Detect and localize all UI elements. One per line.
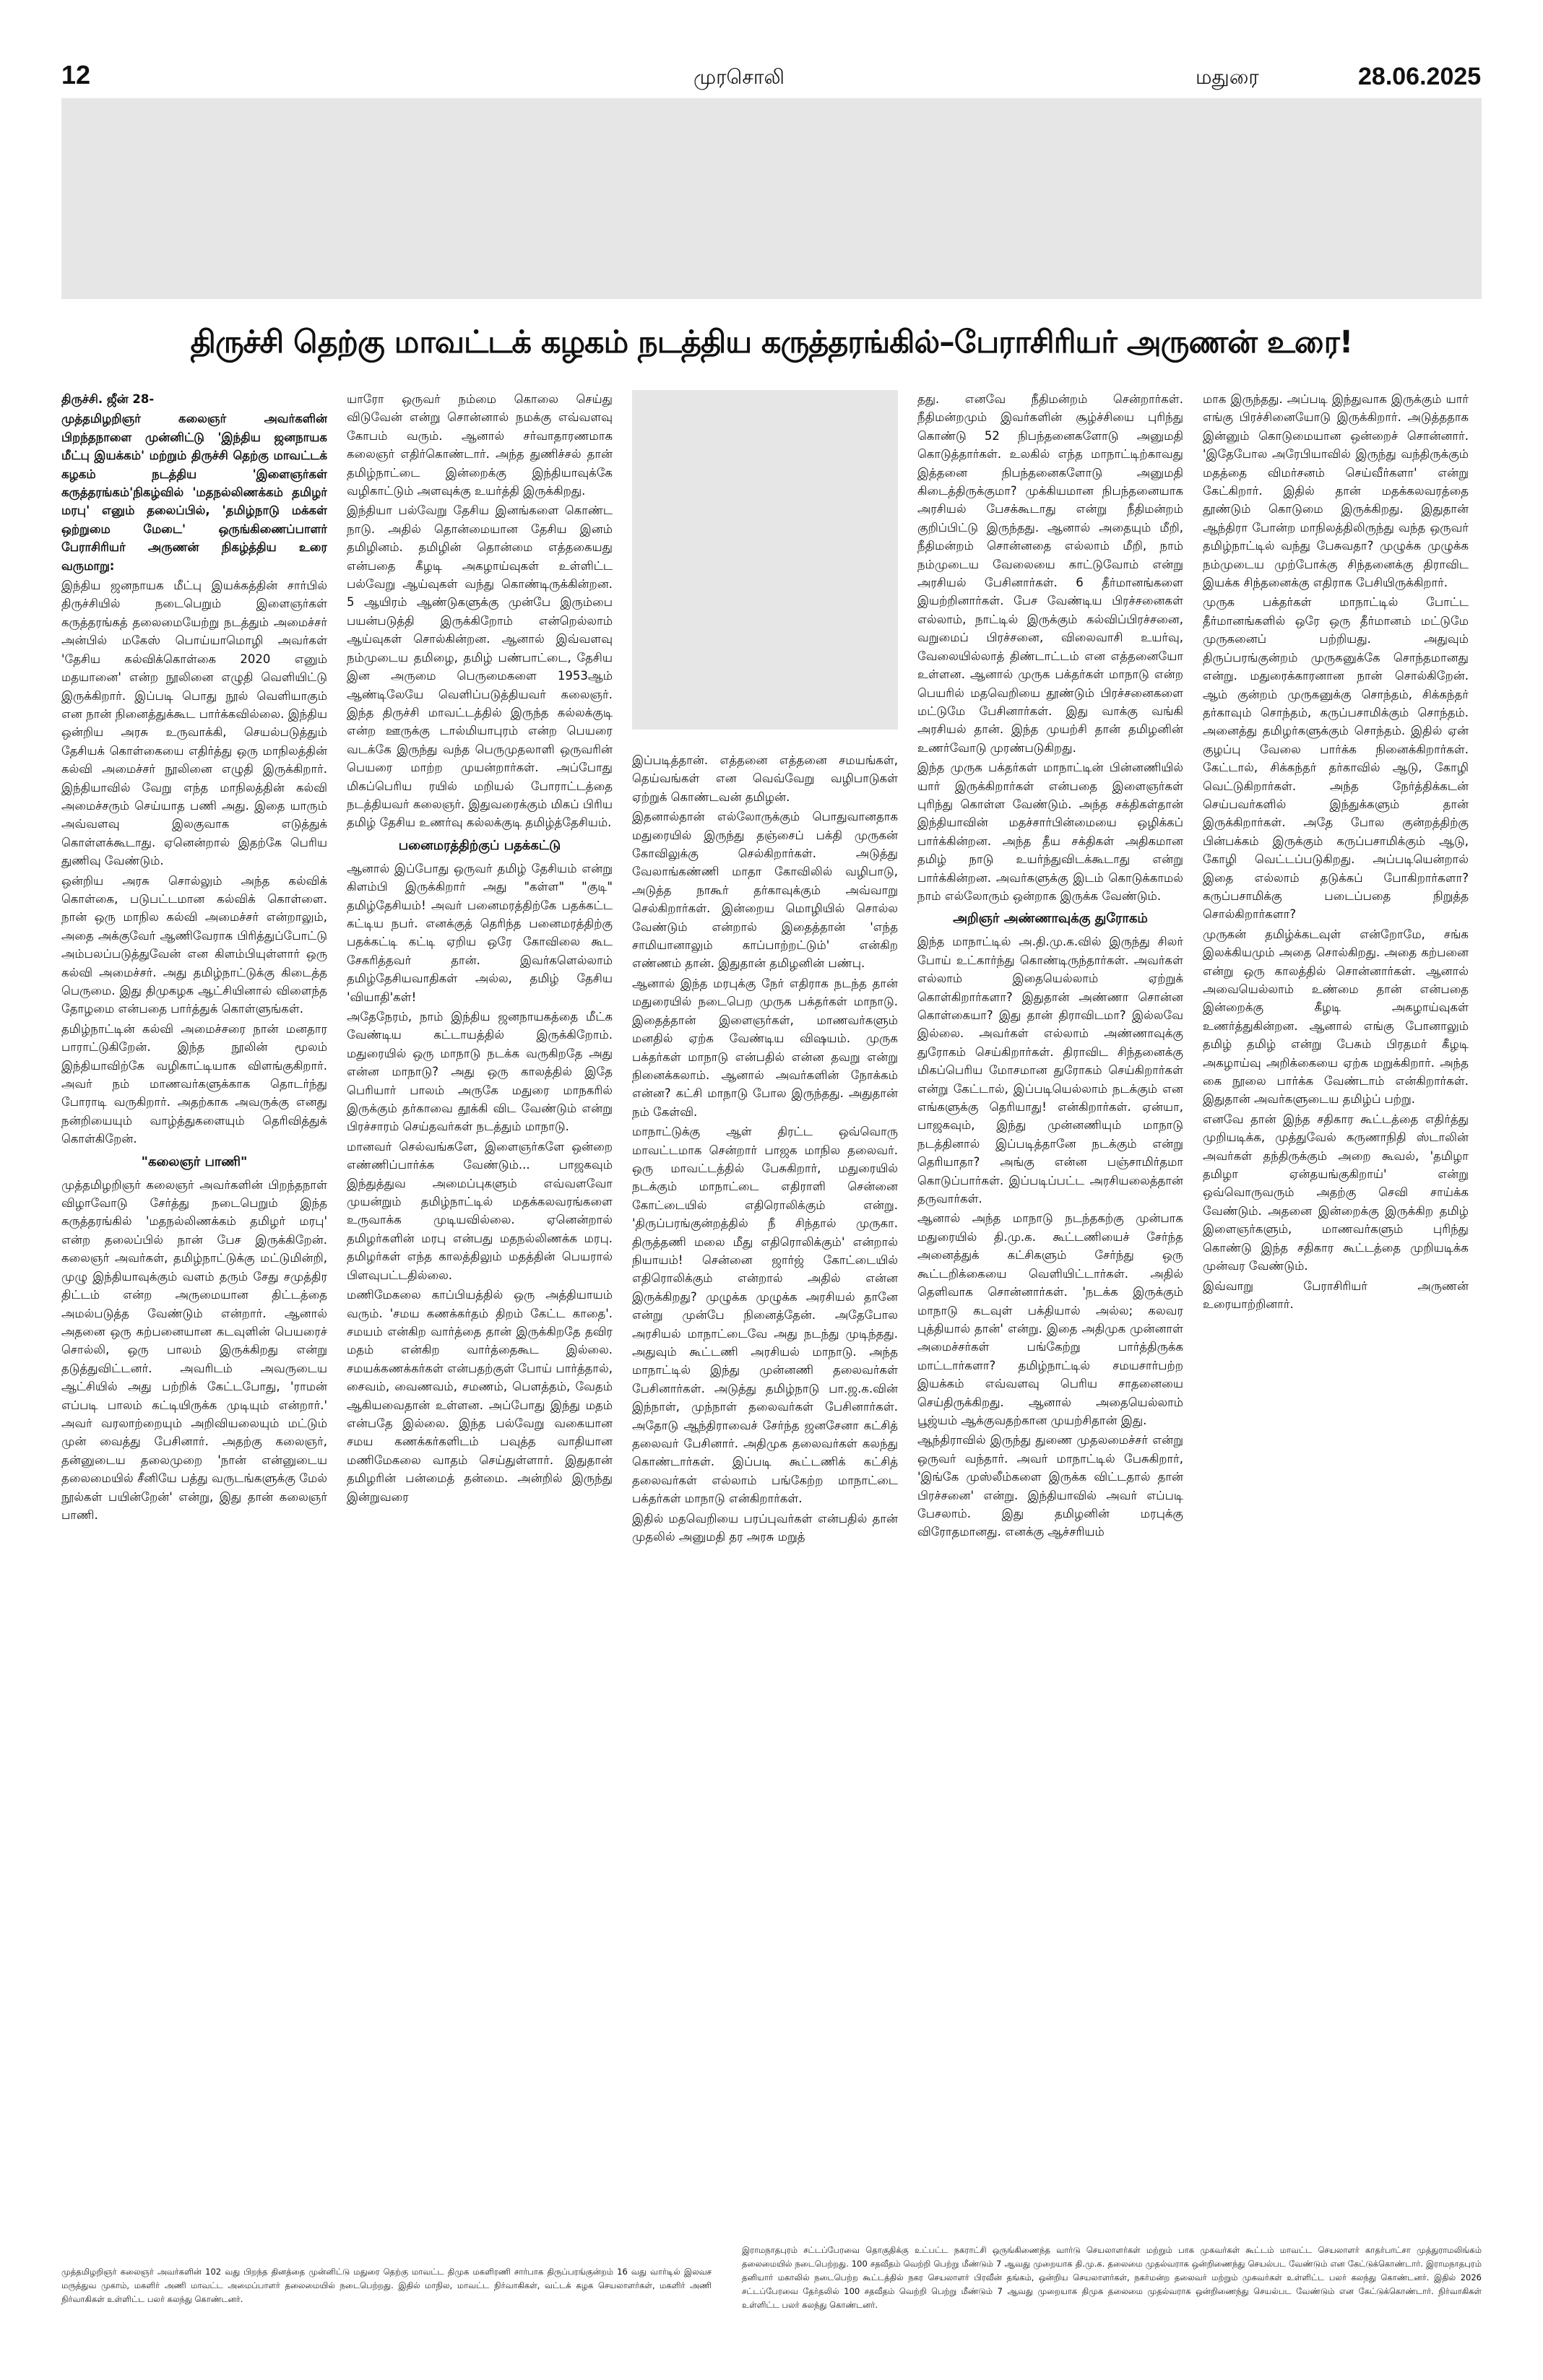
paragraph: இதில் மதவெறியை பரப்புவர்கள் என்பதில் தான் முதலில் அனுமதி தர அரசு மறுத் xyxy=(632,1511,898,1544)
article-column-3 xyxy=(632,751,898,2225)
paragraph: ஒன்றிய அரசு சொல்லும் அந்த கல்விக் கொள்கை, படுபட்டமான கல்விக் கொள்ளை. நான் ஒரு மாநில கல்வி அமைச்சர் என்றாலும், அதை அக்குவேர் ஆணிவேராக பிரித்துப்போட்டு அம்பலப்படுத்துவேன் என கிளம்பியுள்ளார் ஒரு கல்வி அமைச்சர். அது தமிழ்நாட்டுக்கு கிடைத்த பெருமை. இது திமுகழக ஆட்சியினால் விளைந்த தோழமை என்பதை பார்த்துக் கொள்ளுங்கள். xyxy=(61,873,327,1016)
paragraph: மானவர் செல்வங்களே, இளைஞர்களே ஒன்றை எண்ணிப்பார்க்க வேண்டும்... பாஜகவும் இந்துத்துவ அமைப்புகளும் எவ்வளவோ முயன்றும் தமிழ்நாட்டில் மதக்கலவரங்களை உருவாக்க முடியவில்லை. ஏனென்றால் தமிழர்களின் மரபு என்பது மதநல்லிணக்க மரபு. தமிழர்கள் எந்த காலத்திலும் மதத்தின் பெயரால் பிளவுபட்டதில்லை. xyxy=(347,1139,613,1282)
lead-paragraph: முத்தமிழறிஞர் கலைஞர் அவர்களின் பிறந்தநாளை முன்னிட்டு 'இந்திய ஜனநாயக மீட்பு இயக்கம்' மற்றும் திருச்சி தெற்கு மாவட்டக் கழகம் நடத்திய 'இளைஞர்கள் கருத்தரங்கம்'நிகழ்வில் 'மதநல்லிணக்கம் தமிழர் மரபு' எனும் தலைப்பில், 'தமிழ்நாடு மக்கள் ஒற்றுமை மேடை' ஒருங்கிணைப்பாளர் பேராசிரியர் அருணன் நிகழ்த்திய உரை வருமாறு: xyxy=(61,412,327,573)
paragraph: மாக இருந்தது. அப்படி இந்துவாக இருக்கும் யார் எங்கு பிரச்சினையோடு இருக்கிறார். அடுத்ததாக இன்னும் கொடுமையான ஒன்றைச் சொன்னார். 'இதேபோல அரேபியாவில் இருந்து வந்திருக்கும் மதத்தை விமர்சனம் செய்வீர்களா' என்று கேட்கிறார். இதில் தான் மதக்கலவரத்தை தூண்டும் கொடுமை இருக்கிறது. இதுதான் ஆந்திரா போன்ற மாநிலத்திலிருந்து வந்த ஒருவர் தமிழ்நாட்டில் வந்து பேசுவதா? முழுக்க முழுக்க நம்முடைய முற்போக்கு சிந்தனைக்கு திராவிட இயக்க சிந்தனைக்கு எதிராக பேசியிருக்கிறார். xyxy=(1203,392,1469,590)
paragraph: ஆந்திராவில் இருந்து துணை முதலமைச்சர் என்று ஒருவர் வந்தார். அவர் மாநாட்டில் பேசுகிறார், 'இங்கே முஸ்லீம்களை இருக்க விட்டதால் தான் பிரச்சனை' என்று. இந்தியாவில் அவர் எப்படி பேசலாம். இது தமிழனின் மரபுக்கு விரோதமானது. எனக்கு ஆச்சரியம் xyxy=(917,1433,1183,1539)
paragraph: ஆனால் அந்த மாநாடு நடந்தகற்கு முன்பாக மதுரையில் தி.மு.க. கூட்டணியைச் சேர்ந்த அனைத்துக் கட்சிகளும் சேர்ந்து ஒரு கூட்டறிக்கையை வெளியிட்டார்கள். அதில் தெளிவாக சொன்னார்கள். 'நடக்க இருக்கும் மாநாடு கடவுள் பக்தியால் அல்ல; கலவர புத்தியால் தான்' என்று. இதை அதிமுக முன்னாள் அமைச்சர்கள் பங்கேற்று பார்த்திருக்க மாட்டார்களா? தமிழ்நாட்டில் சமயசார்பற்ற இயக்கம் எவ்வளவு பெரிய சாதனையை செய்திருக்கிறது. ஆனால் அதையெல்லாம் பூஜ்யம் ஆக்குவதற்கான முயற்சிதான் இது. xyxy=(917,1211,1183,1427)
paragraph: எனவே தான் இந்த சதிகார கூட்டத்தை எதிர்த்து முறியடிக்க, முத்துவேல் கருணாநிதி ஸ்டாலின் அவர்கள் தந்திருக்கும் அறை கூவல், 'தமிழா தமிழா ஏன்தயங்குகிறாய்' என்று ஒவ்வொருவரும் அதற்கு செவி சாய்க்க வேண்டும். அதனை இன்றைக்கு இருக்கிற தமிழ் இளைஞர்களும், மாணவர்களும் புரிந்து கொண்டு இந்த சதிகார கூட்டத்தை முறியடிக்க முன்வர வேண்டும். xyxy=(1203,1112,1469,1273)
subheading: "கலைஞர் பாணி" xyxy=(141,1154,248,1169)
paragraph: இதனால்தான் எல்லோருக்கும் பொதுவானதாக மதுரையில் இருந்து தஞ்சைப் பக்தி முருகன் கோவிலுக்கு செல்கிறார்கள். அடுத்து வேலாங்கண்ணி மாதா கோவிலில் வழிபாடு, அடுத்த நாகூர் தர்காவுக்கும் அவ்வாறு செல்கிறார்கள். இன்றைய மொழியில் சொல்ல வேண்டும் என்றால் இதைத்தான் 'எந்த சாமியானாலும் காப்பாற்றட்டும்' என்கிற எண்ணம் தான். இதுதான் தமிழனின் பண்பு. xyxy=(632,810,898,971)
page-header xyxy=(0,0,1543,94)
paragraph: தது. எனவே நீதிமன்றம் சென்றார்கள். நீதிமன்றமும் இவர்களின் சூழ்ச்சியை புரிந்து கொண்டு 52 நிபந்தனைகளோடு அனுமதி கொடுத்தார்கள். உலகில் எந்த மாநாட்டிற்காவது இத்தனை நிபந்தனைகளோடு அனுமதி கிடைத்திருக்குமா? முக்கியமான நிபந்தனையாக அரசியல் பேசக்கூடாது என்று நீதிமன்றம் குறிப்பிட்டு இருந்தது. ஆனால் அதையும் மீறி, நீதிமன்றம் சொன்னதை எல்லாம் மீறி, நாம் நம்முடைய வேலையை காட்டுவோம் என்று அரசியல் பேசினார்கள். 6 தீர்மானங்களை இயற்றினார்கள். பேச வேண்டிய பிரச்சனைகள் எல்லாம், நாட்டில் இருக்கும் கல்விப்பிரச்சனை, வறுமைப் பிரச்சனை, விலைவாசி உயர்வு, வேலையில்லாத் திண்டாட்டம் என எத்தனையோ உள்ளன. ஆனால் முருக பக்தர்கள் மாநாடு என்ற பெயரில் மதவெறியை தூண்டும் பிரச்சனைகளை மட்டுமே பேசினார்கள். இது வாக்கு வங்கி அரசியல் தான். இந்த முயற்சி தான் தமிழனின் உணர்வோடு முரண்படுகிறது. xyxy=(917,392,1183,755)
top-photo-area xyxy=(61,98,1482,299)
paragraph: இந்திய ஜனநாயக மீட்பு இயக்கத்தின் சார்பில் திருச்சியில் நடைபெறும் இளைஞர்கள் கருத்தரங்கத் தலைமையேற்று நடத்தும் அமைச்சர் அன்பில் மகேஸ் பொய்யாமொழி அவர்கள் 'தேசிய கல்விக்கொள்கை 2020 எனும் மதயானை' என்ற நூலினை எழுதி வெளியிட்டு இருக்கிறார். இப்படி பொது நூல் வெளியாகும் என நான் நினைத்துக்கூட பார்க்கவில்லை. இந்திய ஒன்றிய அரசு உருவாக்கி, செயல்படுத்தும் தேசியக் கொள்கையை எதிர்த்து ஒரு மாநிலத்தின் கல்வி அமைச்சர் நூலினை எழுதி இருக்கிறார். இந்தியாவில் வேறு எந்த மாநிலத்தின் கல்வி அமைச்சரும் செய்யாத பணி அது. இதை யாரும் அவ்வளவு இலகுவாக எடுத்துக் கொள்ளக்கூடாது. ஏனென்றால் இதற்கே பெரிய துணிவு வேண்டும். xyxy=(61,579,327,868)
paragraph: முருக பக்தர்கள் மாநாட்டில் போட்ட தீர்மானங்களில் ஒரே ஒரு தீர்மானம் மட்டுமே முருகனைப் பற்றியது. அதுவும் திருப்பரங்குன்றம் முருகனுக்கே சொந்தமானது என்று. மதுரைக்காரனான நான் சொல்கிறேன். ஆம் குன்றம் முருகனுக்கு சொந்தம், சிக்கந்தர் தர்காவும் சொந்தம், கருப்பசாமிக்கும் சொந்தம். அனைத்து தமிழர்களுக்கும் சொந்தம். இதில் ஏன் குழப்பு வேலை பார்க்க நினைக்கிறார்கள். கேட்டால், சிக்கந்தர் தர்காவில் ஆடு, கோழி வெட்டுகிறார்கள். அந்த நேர்த்திக்கடன் செய்பவர்களில் இந்துக்களும் தான் இருக்கிறார்கள். அதே போல குன்றத்திற்கு பின்பக்கம் இருக்கும் கருப்பசாமிக்கும் ஆடு, கோழி வெட்டப்படுகிறது. அப்படியென்றால் இதை எல்லாம் தடுக்கப் போகிறார்களா? கருப்பசாமிக்கு படைப்பதை நிறுத்த சொல்கிறார்களா? xyxy=(1203,595,1469,922)
paragraph: யாரோ ஒருவர் நம்மை கொலை செய்து விடுவேன் என்று சொன்னால் நமக்கு எவ்வளவு கோபம் வரும். ஆனால் சர்வாதாரணமாக கலைஞர் எதிர்கொண்டார். அந்த துணிச்சல் தான் தமிழ்நாட்டை இன்றைக்கு இந்தியாவுக்கே வழிகாட்டும் அளவுக்கு உயர்த்தி இருக்கிறது. xyxy=(347,392,613,498)
paragraph: ஆனால் இந்த மரபுக்கு நேர் எதிராக நடந்த தான் மதுரையில் நடைபெற முருக பக்தர்கள் மாநாடு. இதைத்தான் இளைஞர்கள், மாணவர்களும் மனதில் ஏற்க வேண்டிய விஷயம். முருக பக்தர்கள் மாநாடு என்பதில் என்ன தவறு என்று நினைக்கலாம். ஆனால் அவர்களின் நோக்கம் என்ன? கட்சி மாநாடு போல இருந்தது. அதுதான் நம் கேள்வி. xyxy=(632,976,898,1119)
article-column-5 xyxy=(1203,390,1469,2225)
edition-city: மதுரை xyxy=(1196,65,1259,89)
paragraph: இவ்வாறு பேராசிரியர் அருணன் உரையாற்றினார். xyxy=(1203,1278,1469,1311)
masthead: முரசொலி xyxy=(693,65,785,89)
paragraph: இந்த மாநாட்டில் அ.தி.மு.க.வில் இருந்து சிலர் போய் உட்கார்ந்து கொண்டிருந்தார்கள். அவர்கள் எல்லாம் இதையெல்லாம் ஏற்றுக் கொள்கிறார்களா? இதுதான் அண்ணா சொன்ன கொள்கையா? இது தான் திராவிடமா? இல்லவே இல்லை. அவர்கள் எல்லாம் அண்ணாவுக்கு துரோகம் செய்கிறார்கள். திராவிட சிந்தனைக்கு மிகப்பெரிய மோசமான துரோகம் செய்கிறார்கள் என்று கேட்டால், இப்படியெல்லாம் நடக்கும் என எங்களுக்கு தெரியாது! என்கிறார்கள். ஏன்யா, பாஜகவும், இந்து முன்னணியும் மாநாடு நடத்தினால் இப்படித்தானே நடக்கும் என்று தெரியாதா? அங்கு என்ன பஞ்சாமிர்தமா கொடுப்பார்கள். இப்படிப்பட்ட அரசியலைத்தான் தருவார்கள். xyxy=(917,935,1183,1206)
article-column-2 xyxy=(347,390,613,2225)
paragraph: இந்தியா பல்வேறு தேசிய இனங்களை கொண்ட நாடு. அதில் தொன்மையான தேசிய இனம் தமிழினம். தமிழின் தொன்மை எத்தகையது என்பதை கீழடி அகழாய்வுகள் உள்ளிட்ட பல்வேறு ஆய்வுகள் வந்து கொண்டிருக்கின்றன. 5 ஆயிரம் ஆண்டுகளுக்கு முன்பே இரும்பை பயன்படுத்தி இருக்கிறோம் என்றெல்லாம் ஆய்வுகள் சொல்கின்றன. ஆனால் இவ்வளவு நம்முடைய தமிழை, தமிழ் பண்பாட்டை, தேசிய இன அருமை பெருமைகளை 1953ஆம் ஆண்டிலேயே வெளிப்படுத்தியவர் கலைஞர். இந்த திருச்சி மாவட்டத்தில் இருந்த கல்லக்குடி என்ற ஊருக்கு டால்மியாபுரம் என்ற பெயரை வடக்கே இருந்து வந்த பெருமுதலாளி ஒருவரின் பெயரை மாற்ற முயன்றார்கள். அப்போது மிகப்பெரிய ரயில் மறியல் போராட்டத்தை நடத்தியவர் கலைஞர். இதுவரைக்கும் மிகப் பிரிய தமிழ் தேசிய உணர்வு கல்லக்குடி தமிழ்த்தேசியம். xyxy=(347,503,613,830)
article-column-1 xyxy=(61,390,327,2225)
photo-caption-left: முத்தமிழறிஞர் கலைஞர் அவர்களின் 102 வது பிறந்த தினத்தை முன்னிட்டு மதுரை தெற்கு மாவட்ட திமுக மகளிரணி சார்பாக திருப்பரங்குன்றம் 16 வது வார்டில் இலவச மருத்துவ முகாம், மகளிர் அணி மாவட்ட அமைப்பாளர் தலைமையில் நடைபெற்றது. இதில் மாநில, மாவட்ட நிர்வாகிகள், வட்டக் கழக செயலாளர்கள், மகளிர் அணி நிர்வாகிகள் உள்ளிட்ட பலர் கலந்து கொண்டனர். xyxy=(61,2267,712,2304)
subheading: அறிஞர் அண்ணாவுக்கு துரோகம் xyxy=(953,911,1148,927)
paragraph: அதேநேரம், நாம் இந்திய ஜனநாயகத்தை மீட்க வேண்டிய கட்டாயத்தில் இருக்கிறோம். மதுரையில் ஒரு மாநாடு நடக்க வருகிறதே அது என்ன மாநாடு? அது ஒரு காலத்தில் இதே பெரியார் பாலம் அருகே மதுரை மாநகரில் இருக்கும் தர்காவை தூக்கி விட வேண்டும் என்று பிரச்சாரம் செய்தவர்கள் நடத்தும் மாநாடு. xyxy=(347,1010,613,1134)
paragraph: தமிழ்நாட்டின் கல்வி அமைச்சரை நான் மனதார பாராட்டுகிறேன். இந்த நூலின் மூலம் இந்தியாவிற்கே வழிகாட்டியாக விளங்குகிறார். அவர் நம் மாணவர்களுக்காக தொடர்ந்து போராடி வருகிறார். அதற்காக அவருக்கு எனது நன்றியையும் வாழ்த்துகளையும் தெரிவித்துக் கொள்கிறேன். xyxy=(61,1021,327,1146)
page-number: 12 xyxy=(61,60,91,90)
paragraph: மணிமேகலை காப்பியத்தில் ஒரு அத்தியாயம் வரும். 'சமய கணக்கர்தம் திறம் கேட்ட காதை'. சமயம் என்கிற வார்த்தை தான் இருக்கிறதே தவிர மதம் என்கிற வார்த்தைகூட இல்லை. சமயக்கணக்கர்கள் என்பதற்குள் போய் பார்த்தால், சைவம், வைணவம், சமணம், பௌத்தம், வேதம் ஆகியவைதான் உள்ளன. அப்போது இந்து மதம் என்பதே இல்லை. இந்த பல்வேறு வகையான சமய கணக்கர்களிடம் பவுத்த வாதியான மணிமேகலை வாதம் செய்துள்ளார். இதுதான் தமிழரின் பன்மைத் தன்மை. அன்றில் இருந்து இன்றுவரை xyxy=(347,1288,613,1504)
photo-caption-right: இராமநாதபுரம் சட்டப்பேரவை தொகுதிக்கு உட்பட்ட நகராட்சி ஒருங்கிணைந்த வார்டு செயலாளர்கள் மற்றும் பாக முகவர்கள் கூட்டம் மாவட்ட செயலாளர் காதர்பாட்சா முத்துராமலிங்கம் தலைமையில் நடைபெற்றது. 100 சதவீதம் வெற்றி பெற்று மீண்டும் 7 ஆவது முறையாக தி.மு.க. தலைமை முதல்வராக ஒன்றிணைந்து செயல்பட வேண்டும் என கேட்டுக்கொண்டார். இராமநாதபுரம் தனியார் மகாலில் நடைபெற்ற கூட்டத்தில் நகர செயலாளர் பிரவீன் தங்கம், ஒன்றிய செயலாளர்கள், நகர்மன்ற தலைவர் மற்றும் முகவர்கள் உள்ளிட்ட பலர் கலந்து கொண்டனர். இதில் 2026 சட்டப்பேரவை தேர்தலில் 100 சதவீதம் வெற்றி பெற்று மீண்டும் 7 ஆவது முறையாக திமுக தலைமை முதல்வராக ஒன்றிணைந்து செயல்பட வேண்டும் என கேட்டுக்கொண்டார். நிர்வாகிகள் உள்ளிட்ட பலர் கலந்து கொண்டனர். xyxy=(742,2245,1482,2310)
paragraph: ஆனால் இப்போது ஒருவர் தமிழ் தேசியம் என்று கிளம்பி இருக்கிறார் அது "கள்ள" "குடி" தமிழ்தேசியம்! அவர் பனைமரத்திற்கே பதக்கட்ட கட்டிய நபர். எனக்குத் தெரிந்த பனைமரத்திற்கு பதக்கட்டி கட்டி ஏறிய ஒரே கோவிலை கூட சேகரித்தவர் தான். இவர்களெல்லாம் தமிழ்தேசியவாதிகள் அல்ல, தமிழ் தேசிய 'வியாதி'கள்! xyxy=(347,861,613,1004)
paragraph: இந்த முருக பக்தர்கள் மாநாட்டின் பின்னணியில் யார் இருக்கிறார்கள் என்பதை இளைஞர்கள் புரிந்து கொள்ள வேண்டும். அந்த சக்திகள்தான் இந்தியாவின் மதச்சார்பின்மையை ஒழிக்கப் பார்க்கின்றன. அந்த தீய சக்திகள் அதிகமான தமிழ் நாடு உயர்ந்துவிடக்கூடாது என்று பார்க்கின்றன. அவர்களுக்கு இடம் கொடுக்காமல் நாம் எல்லோரும் ஒன்றாக இருக்க வேண்டும். xyxy=(917,761,1183,903)
mid-photo-area xyxy=(632,390,898,730)
paragraph: முத்தமிழறிஞர் கலைஞர் அவர்களின் பிறந்தநாள் விழாவோடு சேர்த்து நடைபெறும் இந்த கருத்தரங்கில் 'மதநல்லிணக்கம் தமிழர் மரபு' என்ற தலைப்பில் நான் பேச இருக்கிறேன். கலைஞர் அவர்கள், தமிழ்நாட்டுக்கு மட்டுமின்றி, முழு இந்தியாவுக்கும் வளம் தரும் சேது சமுத்திர திட்டம் என்ற அருமையான திட்டத்தை அமல்படுத்த வேண்டும் என்றார். ஆனால் அதனை ஒரு கற்பனையான கடவுளின் பெயரைச் சொல்லி, ஒரு பாலம் இருக்கிறது என்று தடுத்துவிட்டனர். அவரிடம் அவருடைய ஆட்சியில் அது பற்றிக் கேட்டபோது, 'ராமன் எப்படி பாலம் கட்டியிருக்க முடியும் என்றார்.' அவர் வரலாற்றையும் அறிவியலையும் மட்டும் முன் வைத்து பேசினார். அதற்கு கலைஞர், தன்னுடைய தலைமுறை 'நான் என்னுடைய தலைமையில் சீனியே பத்து வருடங்களுக்கு மேல் நூல்கள் பயின்றேன்' என்று, இது தான் கலைஞர் பாணி. xyxy=(61,1177,327,1522)
edition-date: 28.06.2025 xyxy=(1358,63,1482,90)
paragraph: இப்படித்தான். எத்தனை எத்தனை சமயங்கள், தெய்வங்கள் என வெவ்வேறு வழிபாடுகள் ஏற்றுக் கொண்டவன் தமிழன். xyxy=(632,753,898,804)
paragraph: மாநாட்டுக்கு ஆள் திரட்ட ஒவ்வொரு மாவட்டமாக சென்றார் பாஜக மாநில தலைவர். ஒரு மாவட்டத்தில் பேசுகிறார், மதுரையில் நடக்கும் மாநாட்டை எதிராளி சென்னை கோட்டையில் எதிரொலிக்கும் என்று. 'திருப்பரங்குன்றத்தில் நீ சிந்தால் முருகா. திருத்தணி மலை மீது எதிரொலிக்கும்' என்றால் நியாயம்! சென்னை ஜார்ஜ் கோட்டையில் எதிரொலிக்கும் என்றால் அதில் என்ன இருக்கிறது? முழுக்க முழுக்க அரசியல் தானே என்று முன்பே நினைத்தேன். அதேபோல அரசியல் மாநாட்டைவே அது நடந்து முடிந்தது. அதுவும் கூட்டணி அரசியல் மாநாடு. அந்த மாநாட்டில் இந்து முன்னணி தலைவர்கள் பேசினார்கள். அடுத்து தமிழ்நாடு பா.ஜ.க.வின் இந்நாள், முந்நாள் தலைவர்கள் பேசினார்கள். அதோடு ஆந்திராவைச் சேர்ந்த ஜனசேனா கட்சித் தலைவர் பேசினார். அதிமுக தலைவர்கள் கலந்து கொண்டார்கள். இப்படி கூட்டணிக் கட்சித் தலைவர்கள் எல்லாம் பங்கேற்ற மாநாட்டை பக்தர்கள் மாநாடு என்கிறார்கள். xyxy=(632,1125,898,1506)
paragraph: முருகன் தமிழ்க்கடவுள் என்றோமே, சங்க இலக்கியமும் அதை சொல்கிறது. அதை கற்பனை என்று ஒரு காலத்தில் சொன்னார்கள். ஆனால் அவையெல்லாம் உண்மை தான் என்பதை இன்றைக்கு கீழடி அகழாய்வுகள் உணர்த்துகின்றன. ஆனால் எங்கு போனாலும் தமிழ் தமிழ் என்று பேசும் பிரதமர் கீழடி அகழாய்வு அறிக்கையை ஏற்க மறுக்கிறார். அந்த கை நூலை பார்க்க வேண்டாம் என்கிறார்கள். இதுதான் அவர்களுடைய தமிழ்ப் பற்று. xyxy=(1203,927,1469,1107)
dateline: திருச்சி. ஜீன் 28- xyxy=(61,392,155,406)
article-column-4 xyxy=(917,390,1183,2225)
subheading: பனைமரத்திற்குப் பதக்கட்டு xyxy=(398,837,561,853)
headline: திருச்சி தெற்கு மாவட்டக் கழகம் நடத்திய கருத்தரங்கில்–பேராசிரியர் அருணன் உரை! xyxy=(190,324,1353,360)
